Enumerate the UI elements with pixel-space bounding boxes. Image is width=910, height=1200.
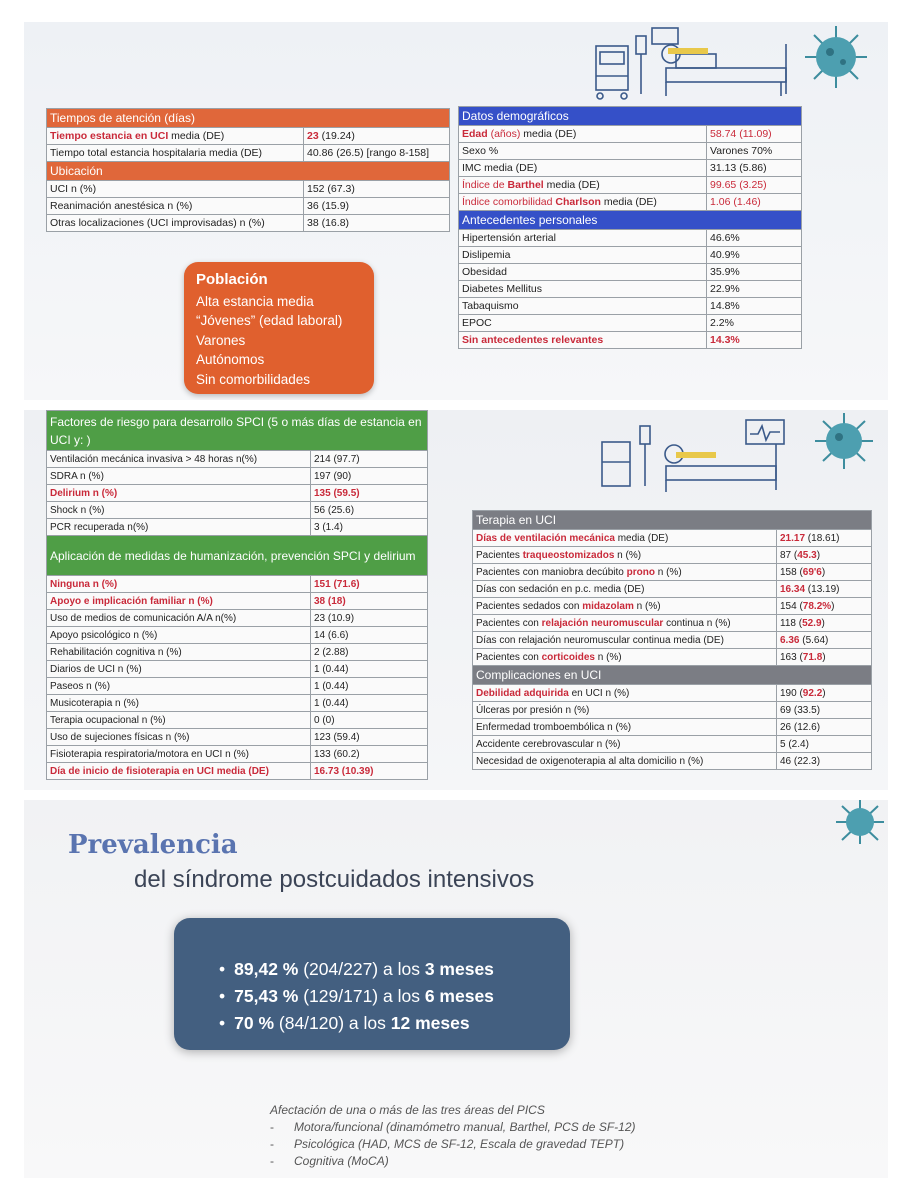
table-row: Pacientes traqueostomizados n (%) 87 (45.3) [473,547,872,564]
coronavirus-icon [810,410,878,472]
table-row: Índice de Barthel media (DE) 99.65 (3.25) [459,177,802,194]
prevalence-box [174,918,570,1050]
page-title: Prevalencia [68,830,238,860]
table-row: Diarios de UCI n (%) 1 (0.44) [47,661,428,678]
table-row: Paseos n (%) 1 (0.44) [47,678,428,695]
icu-bed-illustration [586,24,806,104]
list-item: • 89,42 % (204/227) a los 3 meses [219,956,570,983]
table-factores [46,410,428,780]
list-item: - Psicológica (HAD, MCS de SF-12, Escala de gravedad TEPT) [270,1137,625,1151]
table-row: Musicoterapia n (%) 1 (0.44) [47,695,428,712]
complicaciones-header: Complicaciones en UCI [473,666,872,685]
poblacion-title: Población [196,271,268,288]
list-item: Autónomos [196,352,265,367]
table-row: IMC media (DE) 31.13 (5.86) [459,160,802,177]
table-row: Debilidad adquirida en UCI n (%) 190 (92.2) [473,685,872,702]
table-row: Dislipemia 40.9% [459,247,802,264]
table-row: SDRA n (%) 197 (90) [47,468,428,485]
coronavirus-icon [798,22,874,92]
antecedentes-header: Antecedentes personales [459,211,802,230]
list-item: Alta estancia media [196,293,314,309]
medidas-header: Aplicación de medidas de humanización, prevención SPCI y delirium [47,536,428,576]
table-tiempos [46,108,450,232]
table-row: Reanimación anestésica n (%) 36 (15.9) [47,198,450,215]
table-row: Terapia ocupacional n (%) 0 (0) [47,712,428,729]
table-row: Ninguna n (%) 151 (71.6) [47,576,428,593]
table-row: Rehabilitación cognitiva n (%) 2 (2.88) [47,644,428,661]
tiempos-header: Tiempos de atención (días) [47,109,450,128]
table-row: Días con sedación en p.c. media (DE) 16.34 (13.19) [473,581,872,598]
table-row: Fisioterapia respiratoria/motora en UCI n (%) 133 (60.2) [47,746,428,763]
table-row: Diabetes Mellitus 22.9% [459,281,802,298]
table-row: Obesidad 35.9% [459,264,802,281]
coronavirus-icon [830,800,888,846]
table-row: UCI n (%) 152 (67.3) [47,181,450,198]
table-row: Necesidad de oxigenoterapia al alta domicilio n (%) 46 (22.3) [473,753,872,770]
table-row: Sin antecedentes relevantes 14.3% [459,332,802,349]
table-row: PCR recuperada n(%) 3 (1.4) [47,519,428,536]
list-item: “Jóvenes” (edad laboral) [196,313,343,328]
table-row: EPOC 2.2% [459,315,802,332]
icu-bed-illustration [596,412,796,494]
table-row: Uso de medios de comunicación A/A n(%) 23 (10.9) [47,610,428,627]
table-row: Otras localizaciones (UCI improvisadas) n (%) 38 (16.8) [47,215,450,232]
table-row: Ventilación mecánica invasiva > 48 horas n(%) 214 (97.7) [47,451,428,468]
table-row: Shock n (%) 56 (25.6) [47,502,428,519]
table-row: Delirium n (%) 135 (59.5) [47,485,428,502]
table-row: Enfermedad tromboembólica n (%) 26 (12.6) [473,719,872,736]
terapia-header: Terapia en UCI [473,511,872,530]
table-row: Días con relajación neuromuscular continua media (DE) 6.36 (5.64) [473,632,872,649]
slide-demographics [24,22,888,400]
list-item: - Motora/funcional (dinamómetro manual, Barthel, PCS de SF-12) [270,1120,636,1134]
list-item: Varones [196,332,246,348]
ubicacion-header: Ubicación [47,162,450,181]
poblacion-box [184,262,374,394]
table-row: Uso de sujeciones físicas n (%) 123 (59.4) [47,729,428,746]
slide-prevalence [24,800,888,1178]
table-row: Índice comorbilidad Charlson media (DE) 1.06 (1.46) [459,194,802,211]
table-row: Accidente cerebrovascular n (%) 5 (2.4) [473,736,872,753]
table-row: Tiempo estancia en UCI media (DE) 23 (19.24) [47,128,450,145]
pics-notes [270,1102,636,1170]
table-row: Tiempo total estancia hospitalaria media (DE) 40.86 (26.5) [rango 8-158] [47,145,450,162]
table-row: Apoyo psicológico n (%) 14 (6.6) [47,627,428,644]
factores-header: Factores de riesgo para desarrollo SPCI (5 o más días de estancia en UCI y: ) [47,411,428,451]
table-row: Pacientes con corticoides n (%) 163 (71.8) [473,649,872,666]
page-subtitle: del síndrome postcuidados intensivos [134,866,535,893]
table-terapia [472,510,872,770]
table-row: Días de ventilación mecánica media (DE) 21.17 (18.61) [473,530,872,547]
table-row: Tabaquismo 14.8% [459,298,802,315]
list-item: • 70 % (84/120) a los 12 meses [219,1010,570,1037]
table-row: Pacientes con relajación neuromuscular continua n (%) 118 (52.9) [473,615,872,632]
table-row: Edad (años) media (DE) 58.74 (11.09) [459,126,802,143]
table-row: Hipertensión arterial 46.6% [459,230,802,247]
list-item: • 75,43 % (129/171) a los 6 meses [219,983,570,1010]
list-item: - Cognitiva (MoCA) [270,1154,389,1168]
table-row: Pacientes con maniobra decúbito prono n (%) 158 (69'6) [473,564,872,581]
demograficos-header: Datos demográficos [459,107,802,126]
table-row: Sexo % Varones 70% [459,143,802,160]
table-row: Úlceras por presión n (%) 69 (33.5) [473,702,872,719]
table-demograficos [458,106,802,349]
notes-title: Afectación de una o más de las tres áreas del PICS [270,1103,545,1117]
table-row: Pacientes sedados con midazolam n (%) 154 (78.2%) [473,598,872,615]
slide-risk-factors [24,410,888,790]
list-item: Sin comorbilidades [196,371,311,387]
table-row: Día de inicio de fisioterapia en UCI media (DE) 16.73 (10.39) [47,763,428,780]
table-row: Apoyo e implicación familiar n (%) 38 (18) [47,593,428,610]
